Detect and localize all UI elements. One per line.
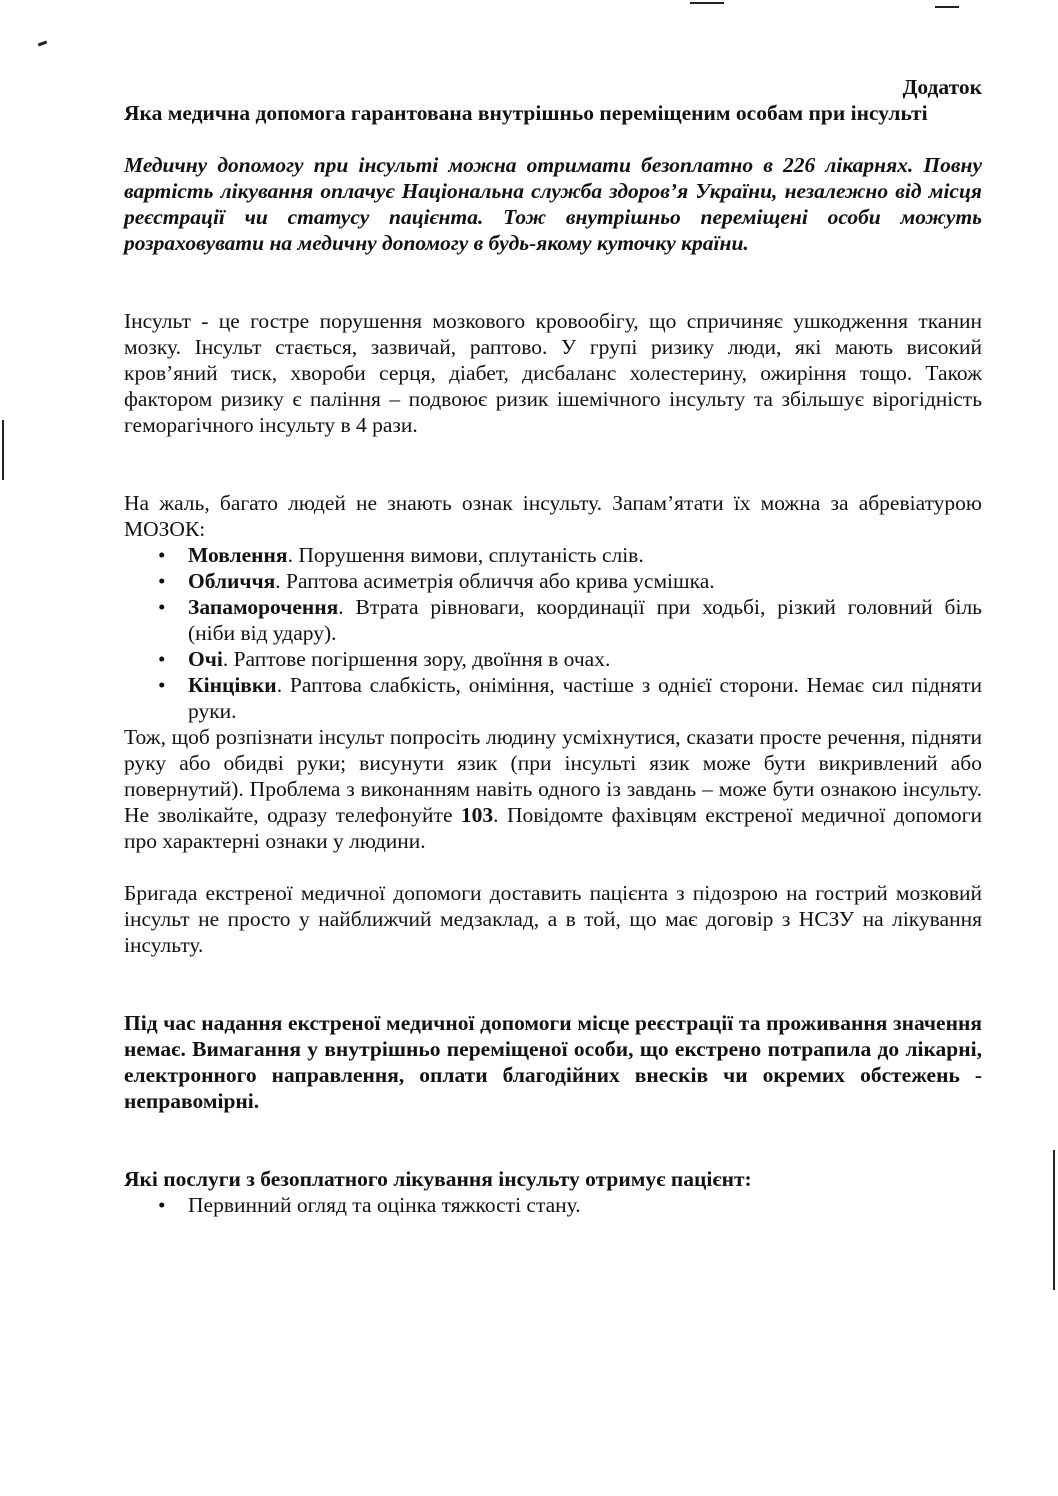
sign-text: . Раптове погіршення зору, двоїння в очах. [222,647,611,671]
list-item [158,646,982,672]
document-body [124,74,982,1218]
sign-term: Мовлення [188,543,288,567]
recognize-text: Тож, щоб розпізнати інсульт попросіть людину усміхнутися, сказати просте речення, підняти руку або обидві руки; висунути язик (при інсульті язик може бути викривлений або повернутий). Проблема з виконанням навіть одного із завдань – може бути ознакою інсульту. Не зволікайте, одразу телефонуйте [124,725,982,827]
services-heading: Які послуги з безоплатного лікування інсульту отримує пацієнт: [124,1167,752,1191]
sign-term: Очі [188,647,223,671]
list-item [158,672,982,724]
sign-text: . Втрата рівноваги, координації при ходьбі, різкий головний біль (ніби від удару). [188,595,982,645]
sign-text: . Порушення вимови, сплутаність слів. [287,543,644,567]
service-text: Первинний огляд та оцінка тяжкості стану. [188,1193,581,1217]
sign-term: Обличчя [188,569,276,593]
document-title: Яка медична допомога гарантована внутрішньо переміщеним особам при інсульті [124,101,928,125]
recognize-paragraph [124,724,982,854]
scan-artifact-left-edge [2,420,4,480]
bullet-icon: • [158,543,166,567]
list-item [158,1192,982,1218]
recognize-tail: . Повідомте фахівцям екстреної медичної допомоги про характерні ознаки у людини. [124,803,982,853]
sign-term: Запаморочення [188,595,339,619]
scan-artifact-top-right [935,6,959,8]
bullet-icon: • [158,569,166,593]
bullet-icon: • [158,595,166,619]
emergency-rules-paragraph: Під час надання екстреної медичної допомоги місце реєстрації та проживання значення немає. Вимагання у внутрішньо переміщеної особи, що екстрено потрапила до лікарні, електронного направлення, оплати благодійних внесків чи окремих обстежень - неправомірні. [124,1011,982,1113]
annex-label: Додаток [902,75,982,99]
sign-term: Кінцівки [188,673,277,697]
brigade-paragraph: Бригада екстреної медичної допомоги доставить пацієнта з підозрою на гострий мозковий інсульт не просто у найближчий медзаклад, а в той, що має договір з НСЗУ на лікування інсульту. [124,881,982,957]
signs-intro-paragraph: На жаль, багато людей не знають ознак інсульту. Запам’ятати їх можна за абревіатурою МОЗОК: [124,491,982,541]
scan-artifact-right-edge [1053,1150,1055,1290]
list-item [158,568,982,594]
bullet-icon: • [158,1193,166,1217]
bullet-icon: • [158,673,166,697]
scan-artifact-top-left [38,41,47,47]
lead-paragraph: Медичну допомогу при інсульті можна отримати безоплатно в 226 лікарнях. Повну вартість лікування оплачує Національна служба здоров’я України, незалежно від місця реєстрації чи статусу пацієнта. Тож внутрішньо переміщені особи можуть розраховувати на медичну допомогу в будь-якому куточку країни. [124,153,982,255]
stroke-signs-list [124,542,982,724]
bullet-icon: • [158,647,166,671]
list-item [158,542,982,568]
intro-paragraph: Інсульт - це гостре порушення мозкового кровообігу, що спричиняє ушкодження тканин мозку. Інсульт стається, зазвичай, раптово. У групі ризику люди, які мають високий кров’яний тиск, хвороби серця, діабет, дисбаланс холестерину, ожиріння тощо. Також фактором ризику є паління – подвоює ризик ішемічного інсульту та збільшує вірогідність геморагічного інсульту в 4 рази. [124,309,982,437]
sign-text: . Раптова асиметрія обличчя або крива усмішка. [275,569,715,593]
sign-text: . Раптова слабкість, оніміння, частіше з однієї сторони. Немає сил підняти руки. [188,673,982,723]
emergency-number: 103 [460,803,494,827]
list-item [158,594,982,646]
services-list [124,1192,982,1218]
scan-artifact-top-center [690,2,724,4]
